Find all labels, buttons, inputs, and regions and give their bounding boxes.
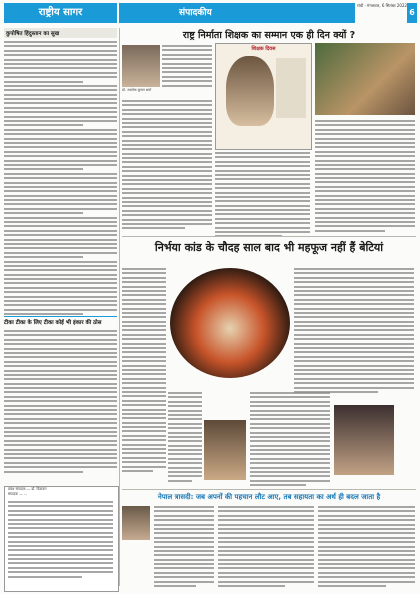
bottom-body-col2	[218, 506, 314, 589]
lead-body-col1	[162, 45, 212, 89]
second-headline: निर्भया कांड के चौदह साल बाद भी महफूज नहीं हैं बेटियां	[154, 241, 384, 254]
bottom-headline: नेपाल त्रासदी: जब अपनों की पहचान लौट आए, तब सहायता का अर्थ ही बदल जाता है	[157, 493, 381, 501]
imprint-box	[4, 486, 119, 592]
bottom-body-col3	[318, 506, 415, 589]
author-caption: डॉ. आलोक कुमार शर्मा	[122, 88, 152, 92]
column-rule	[119, 28, 120, 586]
portrait-image	[226, 56, 274, 126]
lead-body-col3	[315, 120, 415, 234]
edition-info	[357, 3, 417, 23]
poster-text-block	[276, 58, 306, 118]
imprint-row: प्रबंध संपादक — डॉ. दिवाकर	[8, 487, 47, 491]
author-photo-3	[122, 506, 150, 540]
second-body-col4	[250, 392, 330, 489]
bottom-body-col1	[154, 506, 214, 589]
classroom-photo	[315, 43, 415, 115]
page-number: 6	[407, 3, 417, 23]
masthead	[0, 0, 420, 26]
paper-name: राष्ट्रीय सागर	[4, 3, 117, 23]
second-body-col3	[294, 268, 414, 395]
second-body-col2	[168, 392, 202, 484]
author-photo	[122, 45, 160, 87]
left-story-body	[4, 41, 117, 315]
edition-text: रांची · मंगलवार, 6 सितंबर 2022	[357, 3, 408, 8]
candle-protest-photo	[170, 268, 290, 378]
left-column	[4, 28, 117, 318]
lead-headline: राष्ट्र निर्माता शिक्षक का सम्मान एक ही दिन क्यों ?	[182, 30, 356, 41]
lead-body-col1b	[122, 100, 212, 232]
section-rule	[122, 236, 416, 237]
teachers-day-poster	[215, 43, 312, 150]
poster-title: शिक्षक दिवस	[251, 46, 276, 52]
section-rule-2	[122, 489, 416, 490]
side-photo	[334, 405, 394, 475]
left-story-headline: कुपोषित हिंदुस्तान का सुख	[4, 28, 117, 38]
left-sub-headline: टीका टीका के लिए टीका कोई भी इंकार की ठोस	[4, 320, 102, 326]
imprint-row: संपादक — ...	[8, 492, 28, 496]
author-photo-2	[204, 420, 246, 480]
section-title: संपादकीय	[119, 3, 355, 23]
second-body-col1	[122, 268, 166, 474]
left-sub-body	[4, 330, 117, 475]
lead-body-col2	[215, 152, 310, 240]
